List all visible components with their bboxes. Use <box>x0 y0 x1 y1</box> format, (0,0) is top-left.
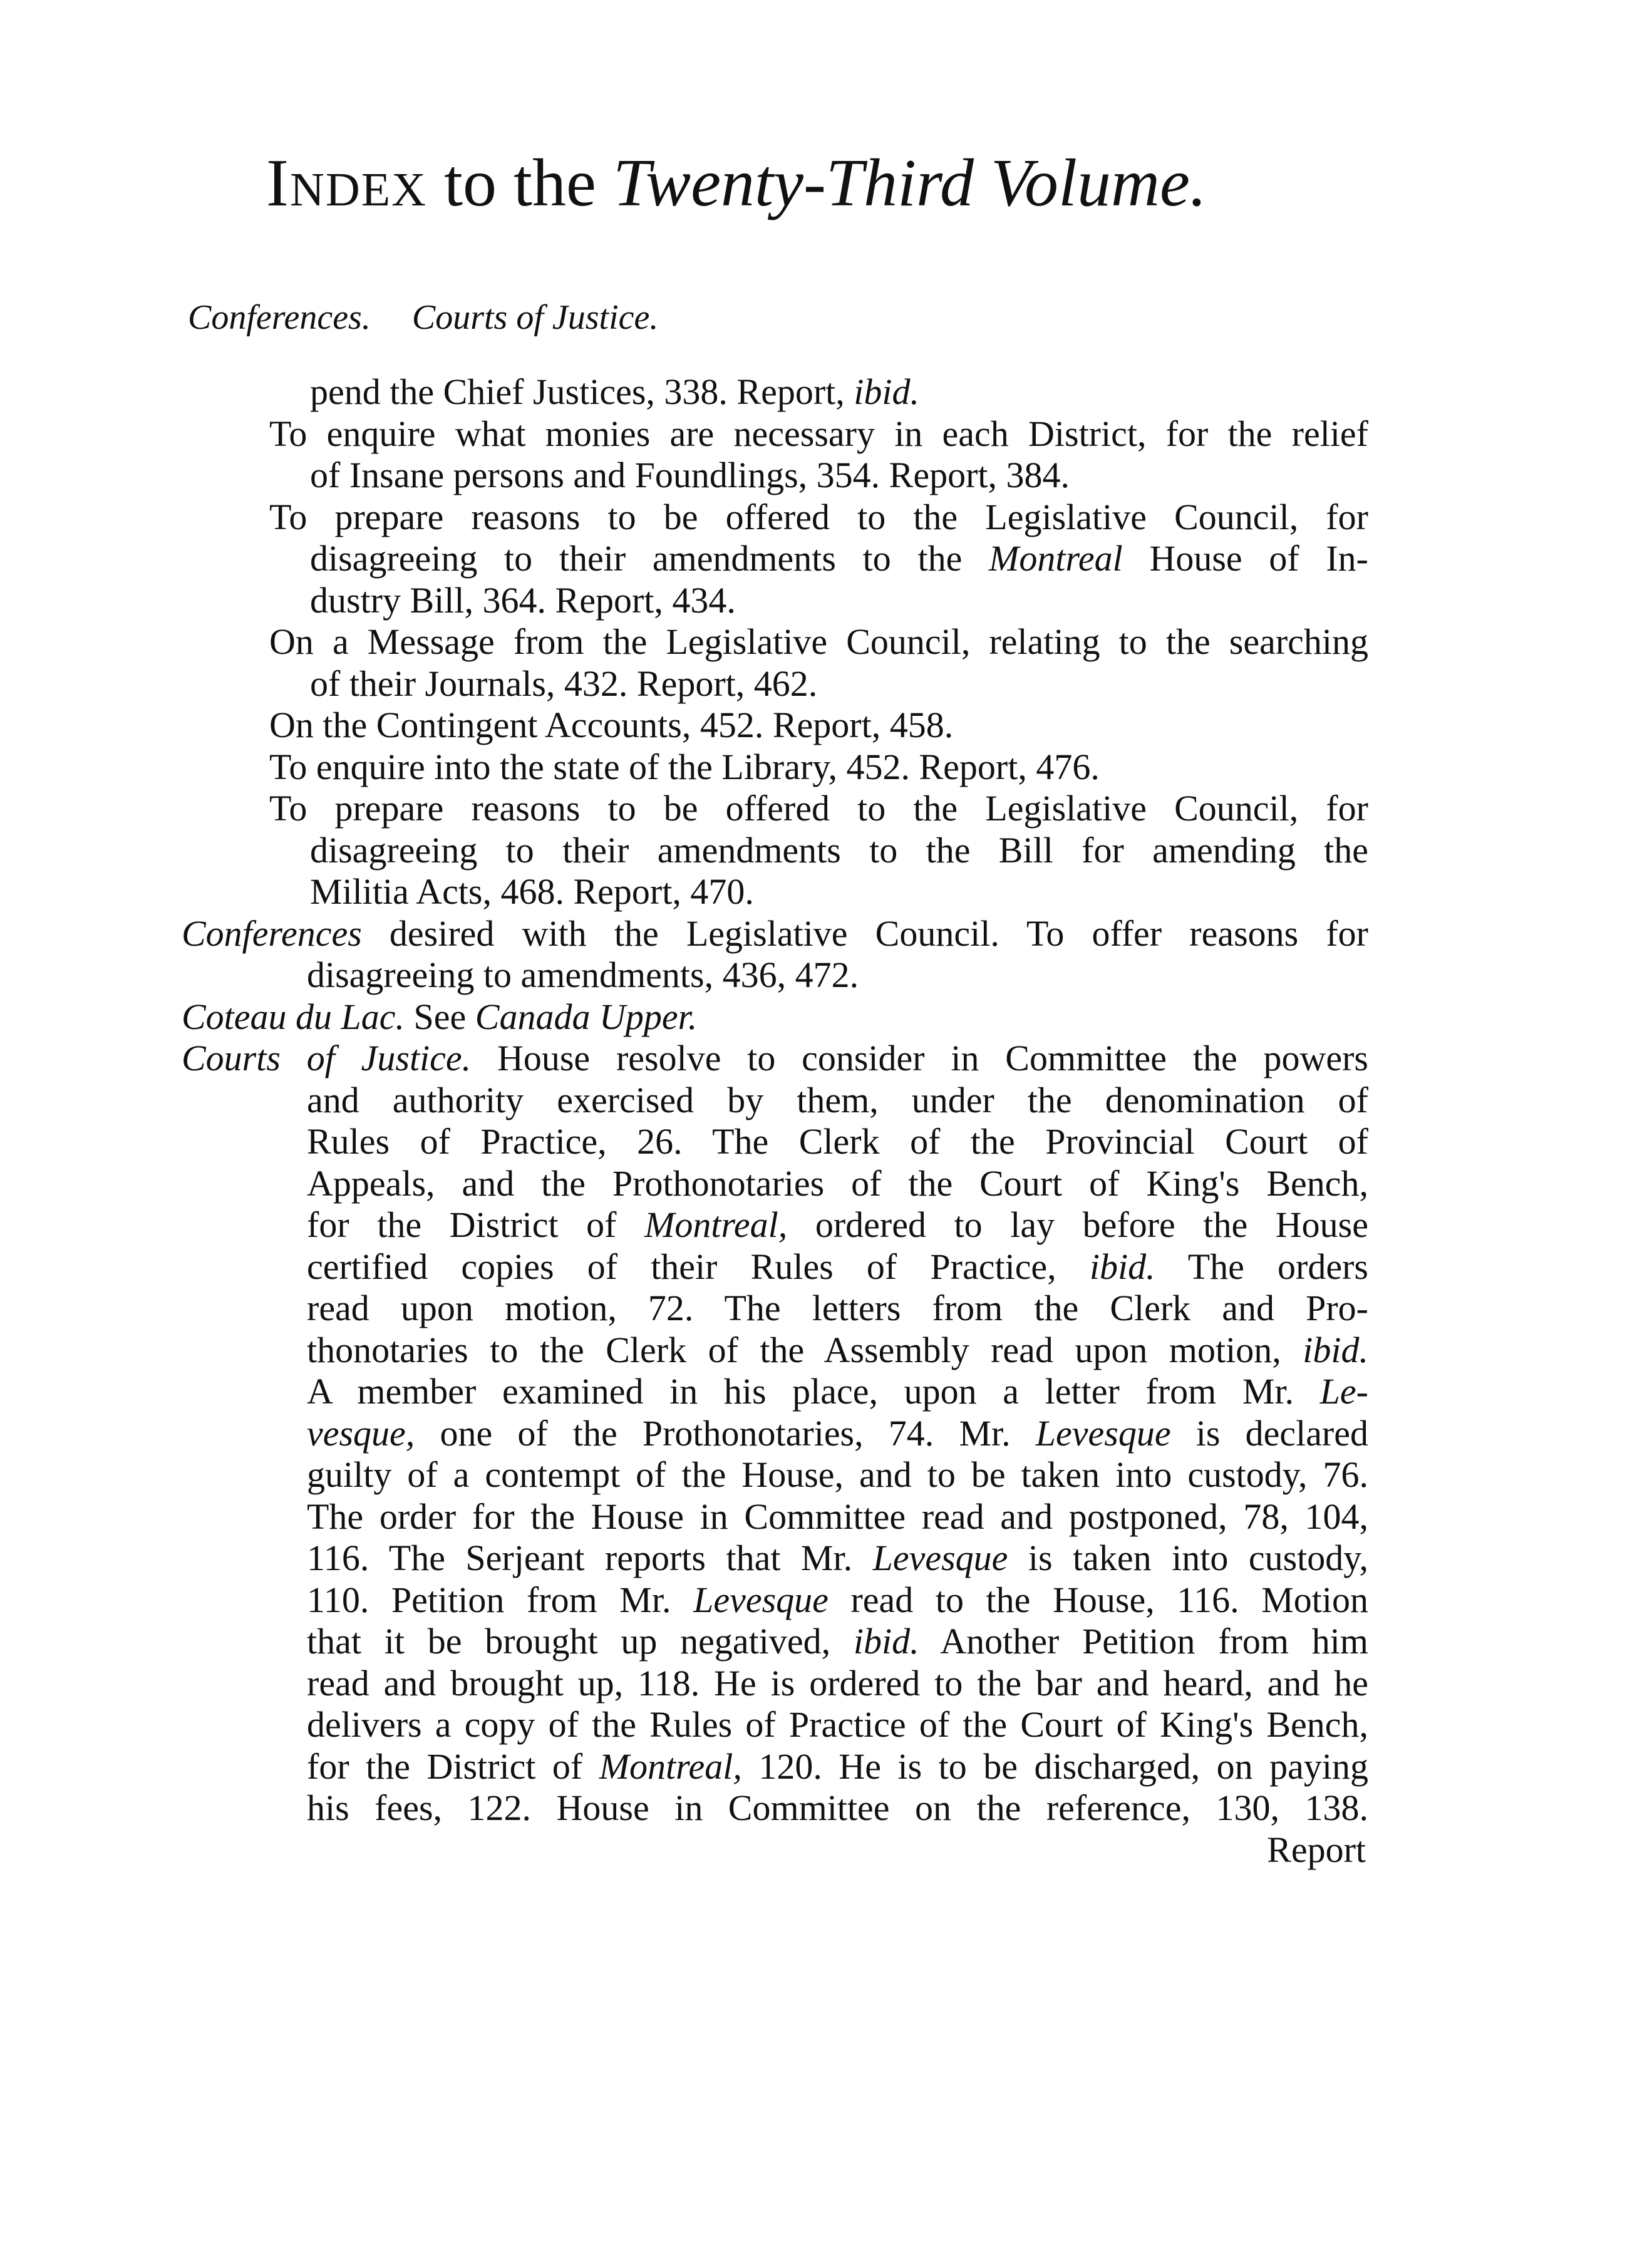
index-line <box>182 996 1368 1038</box>
index-line <box>182 1787 1368 1829</box>
index-text: House resolve to consider in Committee the powers <box>471 1038 1368 1078</box>
index-line <box>182 1746 1368 1788</box>
index-text: To prepare reasons to be offered to the Legislative Council, for <box>269 788 1368 829</box>
index-line <box>182 413 1368 455</box>
index-line <box>182 1663 1368 1705</box>
index-text-italic: Levesque <box>872 1538 1008 1578</box>
index-text: To enquire what monies are necessary in each District, for the relief <box>269 413 1368 454</box>
index-text: desired with the Legislative Council. To offer reasons for <box>361 913 1368 954</box>
index-text-italic: Coteau du Lac. <box>182 996 405 1037</box>
title-volume: Twenty-Third Volume. <box>613 146 1207 220</box>
index-line <box>182 1288 1368 1330</box>
index-text-italic: ibid. <box>1303 1329 1368 1370</box>
index-text-italic: Canada Upper. <box>475 996 698 1037</box>
index-text-italic: Levesque <box>693 1579 829 1620</box>
index-text: his fees, 122. House in Committee on the reference, 130, 138. <box>307 1787 1368 1828</box>
index-text: read upon motion, 72. The letters from the Clerk and Pro- <box>307 1288 1368 1328</box>
index-line <box>182 663 1368 705</box>
index-text: To enquire into the state of the Library, 452. Report, 476. <box>269 746 1100 787</box>
index-text: for the District of <box>307 1204 645 1245</box>
index-text: On a Message from the Legislative Council, relating to the searching <box>269 621 1368 662</box>
index-line <box>182 1038 1368 1080</box>
index-text-italic: ibid. <box>853 1621 919 1662</box>
index-text: one of the Prothonotaries, 74. Mr. <box>415 1412 1036 1454</box>
index-line <box>182 1704 1368 1746</box>
index-line <box>182 913 1368 955</box>
index-text: of Insane persons and Foundlings, 354. Report, 384. <box>310 455 1070 495</box>
index-text-italic: ibid. <box>1089 1246 1155 1287</box>
index-text: pend the Chief Justices, 338. Report, <box>310 371 854 412</box>
index-text-italic: ibid. <box>854 371 919 412</box>
index-line <box>182 830 1368 872</box>
index-text: See <box>405 996 475 1037</box>
index-line <box>182 1330 1368 1372</box>
index-text: delivers a copy of the Rules of Practice of the Court of King's Bench, <box>307 1704 1368 1745</box>
index-text: The order for the House in Committee read and postponed, 78, 104, <box>307 1496 1368 1537</box>
index-text: certified copies of their Rules of Practice, <box>307 1246 1090 1287</box>
index-text: 110. Petition from Mr. <box>307 1579 694 1620</box>
index-line <box>182 871 1368 913</box>
index-line <box>182 371 1368 413</box>
index-line <box>182 954 1368 996</box>
index-line <box>182 1246 1368 1288</box>
index-text: thonotaries to the Clerk of the Assembly read upon motion, <box>307 1329 1303 1370</box>
index-line <box>182 538 1368 580</box>
index-line <box>182 1496 1368 1538</box>
index-text: is taken into custody, <box>1008 1538 1368 1578</box>
index-text: dustry Bill, 364. Report, 434. <box>310 579 736 621</box>
index-line <box>182 1204 1368 1246</box>
index-text: House of In- <box>1122 538 1368 579</box>
index-line <box>182 1121 1368 1163</box>
title-connector: to the <box>444 146 596 220</box>
index-text: To prepare reasons to be offered to the Legislative Council, for <box>269 496 1368 537</box>
index-text: disagreeing to amendments, 436, 472. <box>307 954 859 995</box>
index-text: read to the House, 116. Motion <box>828 1579 1369 1620</box>
index-text: A member examined in his place, upon a letter from Mr. <box>307 1371 1320 1412</box>
index-line <box>182 1538 1368 1580</box>
index-text: 116. The Serjeant reports that Mr. <box>307 1538 873 1578</box>
index-text: Militia Acts, 468. Report, 470. <box>310 871 754 912</box>
index-text-italic: Conferences <box>182 913 362 954</box>
catchword: Report <box>1267 1829 1366 1870</box>
index-text: is declared <box>1170 1412 1368 1454</box>
index-line <box>182 788 1368 830</box>
index-line <box>182 1080 1368 1122</box>
index-text: The orders <box>1155 1246 1368 1287</box>
index-line <box>182 621 1368 663</box>
index-text-italic: Levesque <box>1035 1412 1171 1454</box>
index-text: Rules of Practice, 26. The Clerk of the Provincial Court of <box>307 1121 1368 1162</box>
index-line <box>182 747 1368 789</box>
index-text: On the Contingent Accounts, 452. Report, 458. <box>269 705 954 745</box>
index-text: of their Journals, 432. Report, 462. <box>310 663 818 704</box>
running-head-left: Conferences. <box>188 298 371 337</box>
index-text-italic: Montreal, <box>599 1745 742 1787</box>
index-line <box>182 1371 1368 1413</box>
index-line <box>182 1454 1368 1496</box>
index-text-italic: Montreal, <box>644 1204 788 1245</box>
index-text: Another Petition from him <box>919 1621 1368 1662</box>
index-text: that it be brought up negatived, <box>307 1621 854 1662</box>
index-text-italic: Le- <box>1319 1371 1368 1412</box>
index-text: ordered to lay before the House <box>787 1204 1368 1245</box>
index-line <box>182 1163 1368 1205</box>
index-text-italic: vesque, <box>307 1412 415 1454</box>
index-text: disagreeing to their amendments to the <box>310 538 989 579</box>
index-line <box>182 497 1368 539</box>
index-line <box>182 705 1368 747</box>
title-index-word: Index <box>266 146 428 220</box>
index-text: read and brought up, 118. He is ordered to the bar and heard, and he <box>307 1662 1368 1704</box>
index-line <box>182 1580 1368 1621</box>
running-head-right: Courts of Justice. <box>411 298 659 337</box>
index-line <box>182 1621 1368 1663</box>
index-text: 120. He is to be discharged, on paying <box>741 1745 1368 1787</box>
index-text: disagreeing to their amendments to the Bill for amending the <box>310 829 1368 871</box>
index-text: guilty of a contempt of the House, and to be taken into custody, 76. <box>307 1454 1368 1495</box>
index-text: and authority exercised by them, under the denomination of <box>307 1079 1368 1120</box>
index-line <box>182 1413 1368 1455</box>
index-text-italic: Montreal <box>989 538 1123 579</box>
running-head <box>188 296 691 339</box>
page-title <box>266 143 1393 224</box>
index-text: for the District of <box>307 1745 599 1787</box>
index-text: Appeals, and the Prothonotaries of the Court of King's Bench, <box>307 1162 1368 1204</box>
index-line <box>182 580 1368 622</box>
index-text-italic: Courts of Justice. <box>182 1038 472 1078</box>
index-line <box>182 455 1368 497</box>
index-entries <box>182 371 1368 1871</box>
